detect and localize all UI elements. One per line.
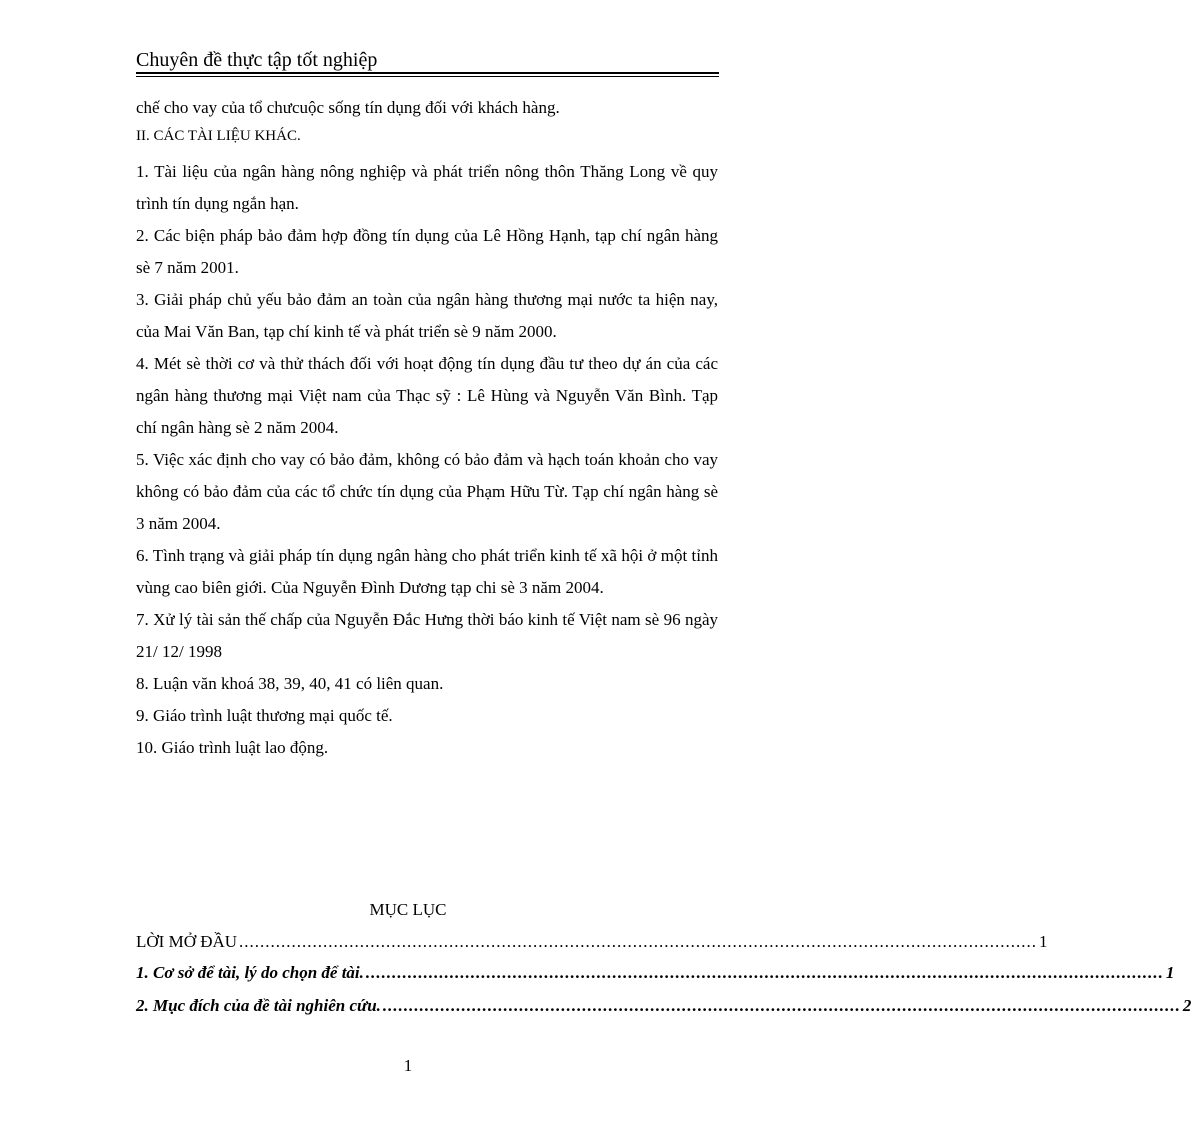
toc-leader-dots: ........................................................................................................................................................ — [239, 932, 1038, 951]
toc-entry-label: 1. Cơ sở để tài, lý do chọn để tài. — [136, 963, 364, 982]
reference-item: 3. Giải pháp chủ yếu bảo đảm an toàn của ngân hàng thương mại nước ta hiện nay, của Mai Văn Ban, tạp chí kinh tế và phát triển sè 9 năm 2000. — [136, 290, 718, 341]
document-body — [136, 92, 718, 124]
toc-title: MỤC LỤC — [369, 900, 447, 919]
toc-entry-page: 2 — [1182, 996, 1191, 1015]
reference-item: 1. Tài liệu của ngân hàng nông nghiệp và phát triển nông thôn Thăng Long về quy trình tín dụng ngắn hạn. — [136, 162, 718, 213]
toc-leader-dots: ........................................................................................................................................................ — [365, 963, 1164, 982]
reference-item: 9. Giáo trình luật thương mại quốc tế. — [136, 706, 393, 725]
toc-entry-label: LỜI MỞ ĐẦU — [136, 932, 238, 951]
reference-item: 7. Xử lý tài sản thế chấp của Nguyễn Đắc Hưng thời báo kinh tế Việt nam sè 96 ngày 21/ 12/ 1998 — [136, 610, 718, 661]
page-number: 1 — [403, 1056, 413, 1075]
reference-item: 5. Việc xác định cho vay có bảo đảm, không có bảo đảm và hạch toán khoản cho vay không có bảo đảm của các tổ chức tín dụng của Phạm Hữu Từ. Tạp chí ngân hàng sè 3 năm 2004. — [136, 450, 718, 533]
toc-entry-page: 1 — [1165, 963, 1175, 982]
reference-item: 2. Các biện pháp bảo đảm hợp đồng tín dụng của Lê Hồng Hạnh, tạp chí ngân hàng sè 7 năm 2001. — [136, 226, 718, 277]
toc-entry-label: 2. Mục đích của đề tài nghiên cứu. — [136, 996, 381, 1015]
reference-item: 8. Luận văn khoá 38, 39, 40, 41 có liên quan. — [136, 674, 444, 693]
reference-list — [136, 156, 718, 764]
reference-item: 10. Giáo trình luật lao động. — [136, 738, 329, 757]
section-title: II. CÁC TÀI LIỆU KHÁC. — [136, 128, 301, 144]
toc-entry[interactable] — [136, 959, 1175, 987]
toc-leader-dots: ........................................................................................................................................................ — [382, 996, 1181, 1015]
toc-entry-page: 1 — [1039, 932, 1048, 951]
running-header: Chuyên đề thực tập tốt nghiệp — [136, 49, 378, 71]
reference-item: 6. Tình trạng và giải pháp tín dụng ngân hàng cho phát triển kinh tế xã hội ở một tỉnh vùng cao biên giới. Của Nguyễn Đình Dương tạp chi sè 3 năm 2004. — [136, 546, 718, 597]
toc-entry[interactable] — [136, 992, 1191, 1020]
intro-line: chế cho vay của tổ chưcuộc sống tín dụng đối với khách hàng. — [136, 98, 560, 117]
header-rule-thick — [136, 72, 719, 74]
reference-item: 4. Mét sè thời cơ và thử thách đối với hoạt động tín dụng đầu tư theo dự án của các ngân hàng thương mại Việt nam của Thạc sỹ : Lê Hùng và Nguyễn Văn Bình. Tạp chí ngân hàng sè 2 năm 2004. — [136, 354, 718, 437]
header-rule-thin — [136, 76, 719, 77]
toc-entry[interactable] — [136, 928, 1048, 956]
